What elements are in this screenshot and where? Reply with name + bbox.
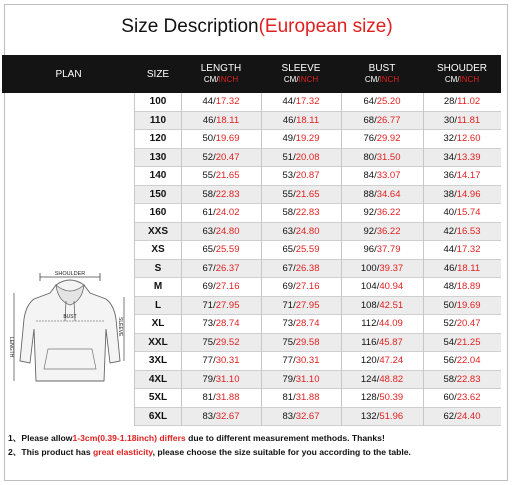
shoulder-cm-value: 56/ [443,355,457,366]
column-divider [181,93,182,426]
sleeve-cell [261,204,341,222]
shoulder-cm-value: 40/ [443,207,457,218]
bust-cm-value: 108/ [360,299,380,311]
length-cell [181,93,261,111]
sleeve-cm-value: 65/ [282,244,296,255]
sleeve-inch-value: 29.58 [295,336,320,348]
shoulder-cell [423,352,501,370]
shoulder-inch-value: 11.81 [457,114,481,126]
sleeve-inch-value: 25.59 [295,244,320,255]
table-row [135,389,501,408]
bust-cm-value: 80/ [363,151,377,163]
sleeve-inch-value: 31.10 [295,373,320,385]
shoulder-inch-value: 12.60 [456,133,481,144]
diagram-shoulder-label: SHOULDER [54,271,86,277]
sleeve-cell [261,223,341,241]
bust-cm-value: 120/ [360,355,380,366]
table-row [135,204,501,223]
sleeve-inch-value: 24.80 [295,225,320,237]
shoulder-cm-value: 62/ [443,410,457,422]
length-cell [181,223,261,241]
unit-cm: CM/ [364,75,380,84]
bust-cm-value: 88/ [363,188,377,200]
shoulder-inch-value: 17.32 [456,244,481,255]
sleeve-cell [261,315,341,333]
shoulder-inch-value: 14.96 [456,188,481,200]
sleeve-cm-value: 81/ [282,392,296,403]
length-inch-value: 17.32 [215,96,240,107]
table-row [135,371,501,390]
size-cell: 5XL [148,392,168,403]
sleeve-inch-value: 20.08 [295,151,320,163]
plan-column [2,93,135,426]
length-cell [181,371,261,389]
sleeve-cell [261,149,341,167]
bust-cell [341,371,423,389]
length-cell [181,260,261,278]
shoulder-cm-value: 38/ [443,188,457,200]
bust-cm-value: 132/ [360,410,380,422]
bust-cell [341,149,423,167]
table-row [135,241,501,260]
size-cell: 140 [149,170,167,181]
note-1 [8,431,508,445]
note-1-c: due to different measurement methods. Thanks! [185,433,385,443]
length-inch-value: 27.95 [215,299,240,311]
shoulder-inch-value: 19.69 [456,299,481,311]
shoulder-cell [423,241,501,259]
table-row [135,408,501,427]
table-row [135,260,501,279]
length-cell [181,241,261,259]
shoulder-cm-value: 42/ [443,225,457,237]
shoulder-inch-value: 23.62 [456,392,481,403]
bust-cm-value: 64/ [363,96,377,107]
length-cell [181,389,261,407]
length-cm-value: 55/ [202,170,216,181]
table-row [135,315,501,334]
table-row [135,352,501,371]
length-inch-value: 32.67 [215,410,240,422]
length-cell [181,334,261,352]
bust-cm-value: 112/ [361,318,379,329]
diagram-sleeve-label: SLEEVE [117,317,123,337]
sleeve-inch-value: 21.65 [295,188,320,200]
header-size-label: SIZE [146,68,170,80]
bust-cell [341,241,423,259]
sleeve-cell [261,297,341,315]
shoulder-cm-value: 52/ [443,318,457,329]
length-inch-value: 21.65 [215,170,240,181]
shoulder-cm-value: 34/ [443,151,457,163]
length-inch-value: 27.16 [215,281,240,292]
notes [8,431,508,459]
sleeve-cell [261,260,341,278]
shoulder-cell [423,223,501,241]
sleeve-inch-value: 26.38 [295,262,320,274]
size-cell: 120 [149,133,167,144]
shoulder-cell [423,334,501,352]
shoulder-cell [423,408,501,426]
unit-cm: CM/ [283,75,299,84]
size-cell: 3XL [148,355,168,366]
sleeve-cm-value: 44/ [282,96,296,107]
length-inch-value: 30.31 [215,355,240,366]
length-cell [181,352,261,370]
diagram-length-label: LENGTH [8,337,14,358]
length-cm-value: 67/ [202,262,216,274]
note-2-c: , please choose the size suitable for you according to the table. [152,447,411,457]
size-cell: 150 [149,188,167,200]
shoulder-inch-value: 24.40 [456,410,481,422]
length-inch-value: 31.10 [215,373,240,385]
sleeve-cm-value: 73/ [282,318,296,329]
length-cm-value: 73/ [202,318,216,329]
header-bust-label: BUST [368,63,396,74]
sleeve-cell [261,371,341,389]
bust-cell [341,352,423,370]
sleeve-inch-value: 27.95 [295,299,320,311]
bust-inch-value: 45.87 [379,336,403,348]
shoulder-cell [423,278,501,296]
size-cell: XXL [148,336,168,348]
header-plan-label: PLAN [55,68,82,80]
length-cm-value: 50/ [202,133,216,144]
unit-inch: INCH [459,75,480,84]
length-cell [181,167,261,185]
bust-inch-value: 37.79 [376,244,401,255]
size-cell: 130 [149,151,167,163]
sleeve-cm-value: 46/ [282,114,297,126]
bust-inch-value: 48.82 [379,373,404,385]
sleeve-cell [261,167,341,185]
bust-inch-value: 47.24 [379,355,404,366]
bust-inch-value: 34.64 [376,188,401,200]
note-2-a: 2、This product has [8,447,93,457]
bust-cm-value: 76/ [363,133,377,144]
bust-inch-value: 36.22 [376,207,401,218]
shoulder-cell [423,130,501,148]
sleeve-cell [261,130,341,148]
length-cm-value: 71/ [202,299,216,311]
length-inch-value: 26.37 [215,262,240,274]
sleeve-cell [261,112,341,130]
sleeve-cell [261,278,341,296]
title-accent: (European size) [258,16,393,37]
unit-cm: CM/ [444,75,460,84]
length-cm-value: 75/ [202,336,216,348]
hoodie-diagram [10,271,128,401]
sleeve-cell [261,93,341,111]
column-divider [261,93,262,426]
header-size [135,55,181,93]
bust-cell [341,93,423,111]
table-row [135,130,501,149]
sleeve-cm-value: 55/ [282,188,296,200]
shoulder-inch-value: 11.02 [457,96,481,107]
bust-cm-value: 92/ [363,207,377,218]
diagram-bust-label: BUST [63,314,77,320]
length-cell [181,315,261,333]
length-cm-value: 63/ [202,225,216,237]
length-inch-value: 20.47 [215,151,240,163]
header-shoulder-label: SHOUDER [436,63,487,74]
bust-cell [341,186,423,204]
header-shoulder-unit [445,74,479,85]
shoulder-cell [423,167,501,185]
length-cell [181,112,261,130]
length-inch-value: 31.88 [215,392,240,403]
sleeve-inch-value: 17.32 [295,96,320,107]
shoulder-inch-value: 21.25 [456,336,481,348]
shoulder-cm-value: 48/ [443,281,457,292]
sleeve-cm-value: 49/ [282,133,296,144]
header-sleeve [261,55,341,93]
length-cm-value: 83/ [202,410,216,422]
column-divider [423,93,424,426]
shoulder-cm-value: 46/ [443,262,458,274]
bust-cell [341,334,423,352]
header-plan [2,55,135,93]
note-1-b: 1-3cm(0.39-1.18inch) differs [72,433,186,443]
shoulder-cell [423,260,501,278]
length-cm-value: 52/ [202,151,216,163]
length-cm-value: 61/ [202,207,216,218]
header-shoulder [423,55,501,93]
length-cm-value: 65/ [202,244,216,255]
size-cell: 160 [149,207,167,218]
sleeve-cm-value: 71/ [282,299,296,311]
header-sleeve-unit [284,74,318,85]
header-bust [341,55,423,93]
table-row [135,112,501,131]
bust-inch-value: 25.20 [376,96,401,107]
bust-cell [341,260,423,278]
bust-cell [341,112,423,130]
bust-inch-value: 33.07 [376,170,401,181]
length-inch-value: 25.59 [215,244,240,255]
length-inch-value: 19.69 [215,133,240,144]
bust-cell [341,167,423,185]
size-cell: XL [151,318,165,329]
title-main: Size Description [121,16,259,37]
shoulder-cm-value: 58/ [443,373,457,385]
length-inch-value: 18.11 [216,114,240,126]
shoulder-cell [423,204,501,222]
bust-cm-value: 116/ [361,336,379,348]
bust-inch-value: 51.96 [379,410,404,422]
bust-inch-value: 50.39 [379,392,404,403]
sleeve-cm-value: 63/ [282,225,296,237]
length-cell [181,149,261,167]
sleeve-cell [261,352,341,370]
bust-cm-value: 100/ [360,262,380,274]
header-length-label: LENGTH [200,63,242,74]
bust-cell [341,223,423,241]
header-bust-unit [365,74,399,85]
shoulder-cell [423,297,501,315]
sleeve-cm-value: 77/ [282,355,296,366]
length-cm-value: 69/ [202,281,216,292]
bust-cm-value: 68/ [363,114,377,126]
sleeve-cell [261,408,341,426]
header-length [181,55,261,93]
size-cell: XXS [147,225,168,237]
page-title [5,13,509,41]
length-cell [181,278,261,296]
bust-cm-value: 124/ [360,373,380,385]
table-row [135,186,501,205]
sleeve-cell [261,241,341,259]
sleeve-inch-value: 19.29 [295,133,320,144]
header-sleeve-label: SLEEVE [281,63,321,74]
shoulder-cm-value: 36/ [443,170,457,181]
size-cell: XS [151,244,165,255]
table-row [135,167,501,186]
length-cell [181,297,261,315]
sleeve-inch-value: 32.67 [295,410,320,422]
table-row [135,334,501,353]
shoulder-cm-value: 60/ [443,392,457,403]
sleeve-cell [261,334,341,352]
bust-cell [341,408,423,426]
length-cm-value: 44/ [202,96,216,107]
sleeve-inch-value: 22.83 [295,207,320,218]
shoulder-cell [423,112,501,130]
shoulder-cell [423,186,501,204]
size-cell: 6XL [148,410,168,422]
shoulder-cm-value: 32/ [443,133,457,144]
note-2-b: great elasticity [93,447,153,457]
unit-inch: INCH [379,75,400,84]
length-inch-value: 22.83 [215,188,240,200]
length-inch-value: 24.02 [215,207,240,218]
sleeve-cm-value: 75/ [282,336,296,348]
shoulder-cm-value: 44/ [443,244,457,255]
shoulder-inch-value: 18.89 [456,281,481,292]
note-2 [8,445,508,459]
header-length-unit [204,74,238,85]
bust-cell [341,297,423,315]
note-1-a: 1、Please allow [8,433,73,443]
sleeve-cm-value: 58/ [282,207,296,218]
sleeve-inch-value: 28.74 [295,318,320,329]
shoulder-cell [423,389,501,407]
size-cell: 110 [149,114,167,126]
bust-inch-value: 42.51 [379,299,404,311]
bust-cell [341,278,423,296]
size-cell: 100 [149,96,167,107]
unit-inch: INCH [298,75,319,84]
table-row [135,223,501,242]
size-cell: 4XL [148,373,168,385]
unit-cm: CM/ [203,75,219,84]
table-row [135,93,501,112]
table-header [2,55,501,93]
length-cm-value: 77/ [202,355,216,366]
shoulder-inch-value: 14.17 [456,170,481,181]
length-cm-value: 58/ [202,188,216,200]
shoulder-cell [423,315,501,333]
sleeve-cm-value: 83/ [282,410,296,422]
size-cell: L [154,299,162,311]
bust-inch-value: 26.77 [376,114,401,126]
shoulder-inch-value: 20.47 [456,318,481,329]
shoulder-cm-value: 28/ [443,96,458,107]
table-row [135,297,501,316]
shoulder-cell [423,93,501,111]
bust-inch-value: 44.09 [379,318,403,329]
shoulder-cm-value: 30/ [443,114,458,126]
shoulder-cell [423,371,501,389]
length-cm-value: 79/ [202,373,216,385]
unit-inch: INCH [218,75,239,84]
sleeve-cell [261,389,341,407]
sleeve-cm-value: 69/ [282,281,296,292]
sleeve-inch-value: 27.16 [295,281,320,292]
sleeve-inch-value: 31.88 [295,392,320,403]
bust-cm-value: 92/ [363,225,377,237]
sleeve-cell [261,186,341,204]
bust-inch-value: 36.22 [376,225,401,237]
shoulder-inch-value: 16.53 [456,225,481,237]
shoulder-cm-value: 54/ [443,336,457,348]
length-cell [181,186,261,204]
shoulder-inch-value: 18.11 [457,262,481,274]
shoulder-inch-value: 22.04 [456,355,481,366]
column-divider [341,93,342,426]
length-cell [181,130,261,148]
bust-inch-value: 31.50 [376,151,401,163]
bust-cell [341,204,423,222]
shoulder-inch-value: 13.39 [456,151,481,163]
length-inch-value: 24.80 [215,225,240,237]
sleeve-cm-value: 51/ [282,151,296,163]
shoulder-cell [423,149,501,167]
bust-cm-value: 104/ [360,281,380,292]
sleeve-cm-value: 79/ [282,373,296,385]
table-row [135,278,501,297]
bust-cm-value: 84/ [363,170,377,181]
size-cell: M [153,281,163,292]
bust-cm-value: 96/ [363,244,377,255]
sleeve-cm-value: 53/ [282,170,296,181]
length-cell [181,408,261,426]
bust-cell [341,389,423,407]
length-cell [181,204,261,222]
sleeve-inch-value: 18.11 [296,114,320,126]
shoulder-inch-value: 22.83 [456,373,481,385]
table-row [135,149,501,168]
bust-inch-value: 39.37 [379,262,404,274]
size-cell: S [154,262,162,274]
length-inch-value: 28.74 [215,318,240,329]
sleeve-inch-value: 30.31 [295,355,320,366]
length-cm-value: 81/ [202,392,216,403]
bust-inch-value: 40.94 [379,281,404,292]
shoulder-cm-value: 50/ [443,299,457,311]
shoulder-inch-value: 15.74 [456,207,481,218]
length-cm-value: 46/ [202,114,217,126]
bust-cm-value: 128/ [360,392,380,403]
bust-cell [341,315,423,333]
length-inch-value: 29.52 [215,336,240,348]
bust-cell [341,130,423,148]
bust-inch-value: 29.92 [376,133,401,144]
sleeve-cm-value: 67/ [282,262,296,274]
sleeve-inch-value: 20.87 [295,170,320,181]
